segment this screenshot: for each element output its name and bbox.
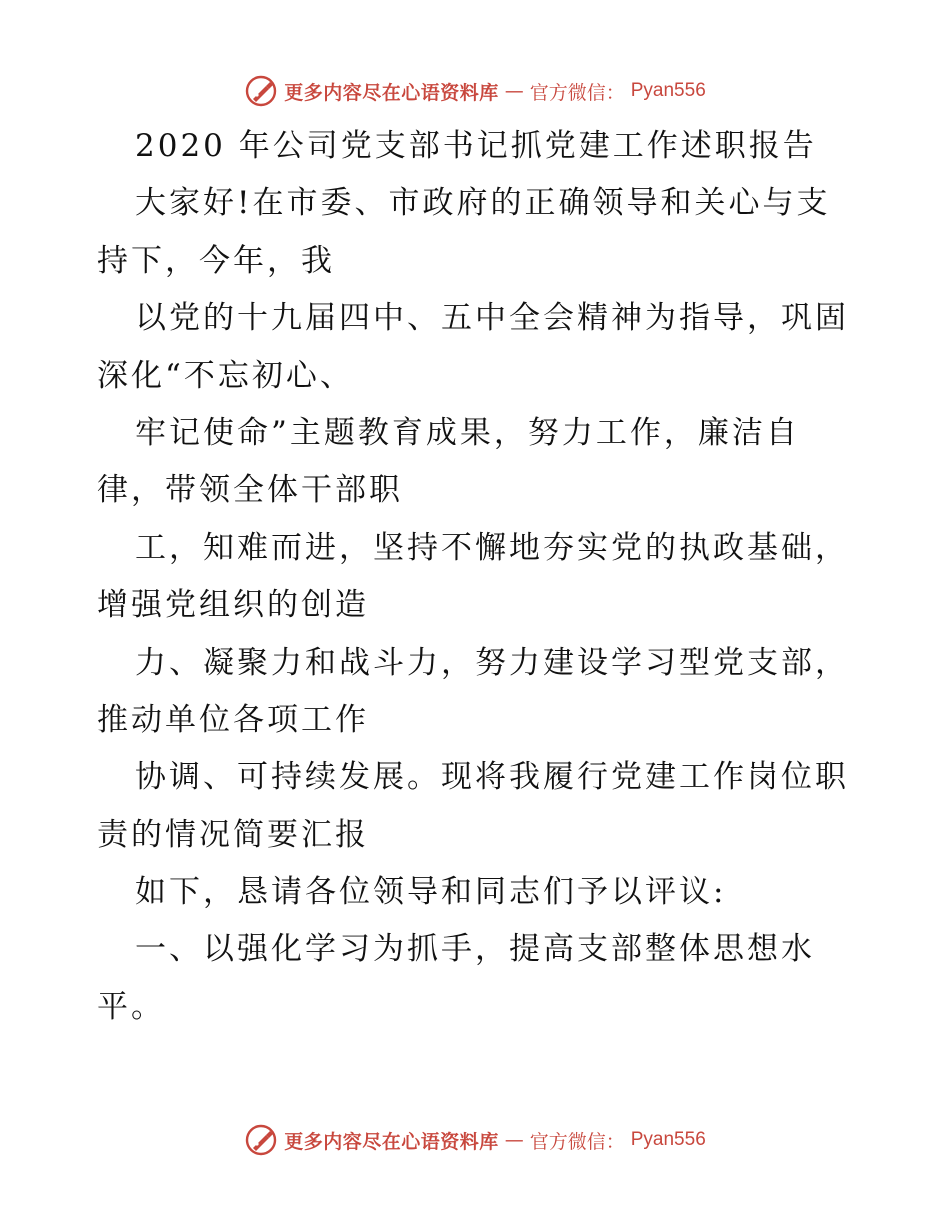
banner-dash: —: [504, 1129, 524, 1151]
banner-wechat-label: 官方微信：: [529, 81, 625, 104]
paragraph-line: 一、以强化学习为抓手，提高支部整体思想水: [135, 931, 815, 968]
paragraph-line: 力、凝聚力和战斗力，努力建设学习型党支部，: [135, 644, 849, 681]
document-body: [97, 118, 857, 1036]
paragraph-line: 推动单位各项工作: [97, 701, 369, 738]
paragraph-line: 牢记使命”主题教育成果，努力工作，廉洁自: [135, 414, 800, 451]
banner-dash: —: [504, 80, 524, 102]
footer-banner: [0, 1120, 950, 1160]
paragraph-line: 律，带领全体干部职: [97, 472, 403, 509]
paragraph-line: 以党的十九届四中、五中全会精神为指导，巩固: [135, 300, 849, 337]
banner-slogan: 更多内容尽在心语资料库: [284, 81, 499, 104]
banner-wechat-id: Pyan556: [630, 80, 706, 101]
document-title: 2020 年公司党支部书记抓党建工作述职报告: [135, 128, 817, 164]
paragraph-line: 协调、可持续发展。现将我履行党建工作岗位职: [135, 759, 849, 796]
paragraph-line: 责的情况简要汇报: [97, 816, 369, 853]
banner-wechat-label: 官方微信：: [529, 1130, 625, 1153]
paragraph-line: 深化“不忘初心、: [97, 357, 354, 394]
paragraph-line: 平。: [97, 988, 165, 1025]
pen-nib-circle-logo-icon: [244, 1123, 278, 1157]
banner-slogan: 更多内容尽在心语资料库: [284, 1130, 499, 1153]
paragraph-line: 增强党组织的创造: [97, 587, 369, 624]
paragraph-line: 大家好!在市委、市政府的正确领导和关心与支: [135, 185, 831, 222]
banner-wechat-id: Pyan556: [630, 1129, 706, 1150]
pen-nib-circle-logo-icon: [244, 74, 278, 108]
paragraph-line: 如下，恳请各位领导和同志们予以评议:: [135, 874, 727, 911]
paragraph-line: 持下，今年，我: [97, 242, 335, 279]
paragraph-line: 工，知难而进，坚持不懈地夯实党的执政基础，: [135, 529, 849, 566]
header-banner: [0, 71, 950, 111]
